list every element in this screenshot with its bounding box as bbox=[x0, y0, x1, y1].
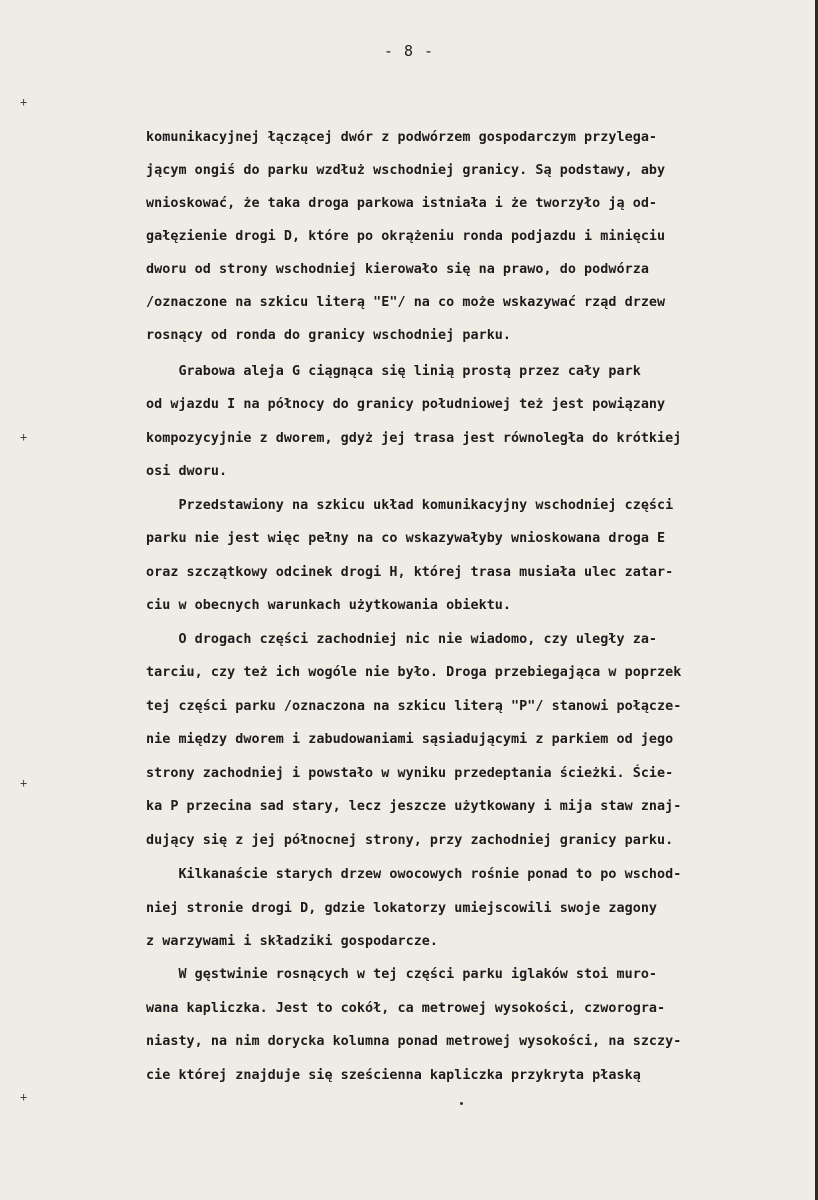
text-line: niasty, na nim dorycka kolumna ponad metrowej wysokości, na szczy- bbox=[146, 1034, 682, 1049]
page-number: - 8 - bbox=[383, 42, 435, 60]
text-line: dworu od strony wschodniej kierowało się na prawo, do podwórza bbox=[146, 262, 649, 277]
text-line: gałęzienie drogi D, które po okrążeniu ronda podjazdu i minięciu bbox=[146, 229, 666, 244]
text-line: nie między dworem i zabudowaniami sąsiadującymi z parkiem od jego bbox=[146, 732, 674, 747]
text-line: Przedstawiony na szkicu układ komunikacyjny wschodniej części bbox=[146, 498, 674, 513]
text-line: ciu w obecnych warunkach użytkowania obiektu. bbox=[146, 598, 512, 613]
text-line: /oznaczone na szkicu literą "E"/ na co może wskazywać rząd drzew bbox=[146, 295, 666, 310]
text-line: Grabowa aleja G ciągnąca się linią prostą przez cały park bbox=[146, 364, 641, 379]
text-line: parku nie jest więc pełny na co wskazywałyby wnioskowana droga E bbox=[146, 531, 666, 546]
text-line: wnioskować, że taka droga parkowa istniała i że tworzyło ją od- bbox=[146, 196, 658, 211]
ink-dot bbox=[460, 1102, 463, 1105]
text-line: niej stronie drogi D, gdzie lokatorzy umiejscowili swoje zagony bbox=[146, 901, 658, 916]
text-line: tarciu, czy też ich wogóle nie było. Droga przebiegająca w poprzek bbox=[146, 665, 682, 680]
text-line: dujący się z jej północnej strony, przy zachodniej granicy parku. bbox=[146, 833, 674, 848]
margin-punch-mark: + bbox=[20, 95, 28, 109]
margin-punch-mark: + bbox=[20, 776, 28, 790]
margin-punch-mark: + bbox=[20, 430, 28, 444]
text-line: jącym ongiś do parku wzdłuż wschodniej granicy. Są podstawy, aby bbox=[146, 163, 666, 178]
text-line: W gęstwinie rosnących w tej części parku iglaków stoi muro- bbox=[146, 967, 658, 982]
text-line: osi dworu. bbox=[146, 464, 228, 479]
text-line: wana kapliczka. Jest to cokół, ca metrowej wysokości, czworogra- bbox=[146, 1001, 666, 1016]
text-line: tej części parku /oznaczona na szkicu literą "P"/ stanowi połącze- bbox=[146, 699, 682, 714]
text-line: Kilkanaście starych drzew owocowych rośnie ponad to po wschod- bbox=[146, 867, 682, 882]
text-line: kompozycyjnie z dworem, gdyż jej trasa jest równoległa do krótkiej bbox=[146, 431, 682, 446]
text-line: rosnący od ronda do granicy wschodniej parku. bbox=[146, 328, 512, 343]
text-line: ka P przecina sad stary, lecz jeszcze użytkowany i mija staw znaj- bbox=[146, 799, 682, 814]
text-line: cie której znajduje się sześcienna kapliczka przykryta płaską bbox=[146, 1068, 641, 1083]
text-line: od wjazdu I na północy do granicy południowej też jest powiązany bbox=[146, 397, 666, 412]
text-line: komunikacyjnej łączącej dwór z podwórzem gospodarczym przylega- bbox=[146, 130, 658, 145]
text-line: strony zachodniej i powstało w wyniku przedeptania ścieżki. Ście- bbox=[146, 766, 674, 781]
text-line: z warzywami i składziki gospodarcze. bbox=[146, 934, 439, 949]
text-line: oraz szczątkowy odcinek drogi H, której trasa musiała ulec zatar- bbox=[146, 565, 674, 580]
margin-punch-mark: + bbox=[20, 1090, 28, 1104]
text-line: O drogach części zachodniej nic nie wiadomo, czy uległy za- bbox=[146, 632, 658, 647]
